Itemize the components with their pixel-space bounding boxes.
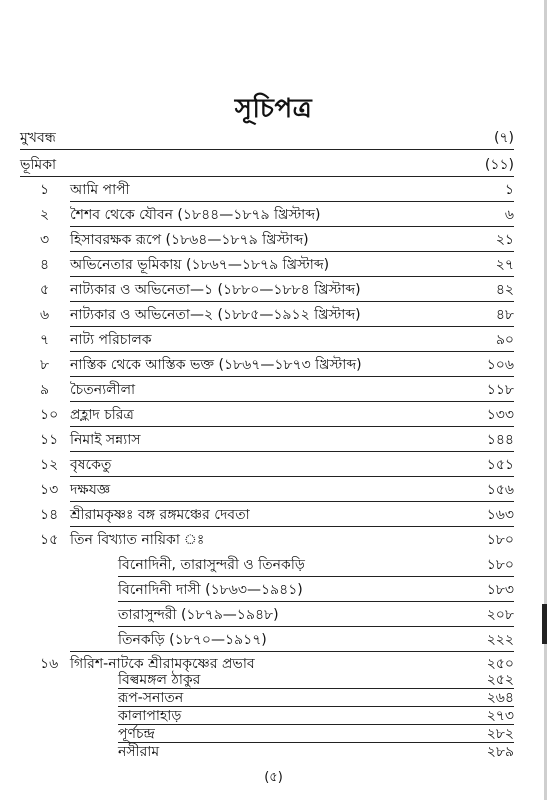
toc-entry-page: ২০৮	[486, 607, 514, 623]
toc-entry-label: চৈতন্যলীলা	[70, 382, 136, 398]
page-number: (৫)	[264, 770, 283, 785]
toc-row	[0, 153, 547, 177]
chapter-number: ১৬	[40, 656, 59, 672]
toc-entry-page: ১৮০	[486, 532, 514, 548]
toc-entry-label: নাস্তিক থেকে আস্তিক ভক্ত (১৮৬৭—১৮৭৩ খ্রিস্টাব্দ)	[70, 357, 362, 373]
toc-entry-page: ২৭	[495, 257, 514, 273]
toc-entry-page: ১৮৩	[486, 582, 514, 598]
toc-row	[0, 403, 547, 427]
separator	[70, 201, 514, 202]
toc-entry-page: (৭)	[493, 130, 514, 146]
toc-row	[0, 428, 547, 452]
chapter-number: ১	[40, 182, 50, 198]
toc-entry-page: ১	[504, 182, 514, 198]
toc-subrow	[0, 603, 547, 627]
toc-entry-label: আমি পাপী	[70, 182, 130, 198]
chapter-number: ৮	[40, 357, 50, 373]
chapter-number: ২	[40, 207, 50, 223]
separator	[70, 501, 514, 502]
toc-entry-page: ১৩৩	[486, 407, 514, 423]
toc-entry-label: বৃষকেতু	[70, 457, 112, 473]
chapter-number: ৯	[40, 382, 50, 398]
toc-entry-label: প্রহ্লাদ চরিত্র	[70, 407, 134, 423]
toc-entry-label: অভিনেতার ভূমিকায় (১৮৬৭—১৮৭৯ খ্রিস্টাব্দ)	[70, 257, 330, 273]
separator	[70, 526, 514, 527]
separator	[20, 149, 514, 150]
separator	[20, 176, 514, 177]
page-edge-mark	[542, 604, 547, 644]
toc-subentry-label: তিনকড়ি (১৮৭০—১৯১৭)	[118, 632, 267, 648]
toc-subentry-label: বিনোদিনী, তারাসুন্দরী ও তিনকড়ি	[118, 557, 305, 573]
toc-row	[0, 203, 547, 227]
toc-row	[0, 253, 547, 277]
toc-entry-page: ৪২	[495, 282, 514, 298]
separator	[70, 476, 514, 477]
page-title: সূচিপত্র	[234, 94, 313, 124]
toc-entry-label: দক্ষযজ্ঞ	[70, 482, 111, 498]
toc-entry-page: ১৫১	[486, 457, 514, 473]
toc-entry-label: গিরিশ-নাটকে শ্রীরামকৃষ্ণের প্রভাব	[70, 656, 255, 672]
toc-subrow	[0, 740, 547, 764]
chapter-number: ১৩	[40, 482, 59, 498]
toc-subentry-label: তারাসুন্দরী (১৮৭৯—১৯৪৮)	[118, 607, 279, 623]
chapter-number: ১৫	[40, 532, 59, 548]
chapter-number: ৪	[40, 257, 50, 273]
toc-subentry-label: কালাপাহাড়	[118, 708, 182, 724]
toc-entry-label: নিমাই সন্ন্যাস	[70, 432, 141, 448]
separator	[70, 276, 514, 277]
separator	[70, 376, 514, 377]
toc-row	[0, 528, 547, 552]
toc-entry-page: ১৫৬	[486, 482, 514, 498]
chapter-number: ৩	[40, 232, 50, 248]
toc-entry-page: ২৮৯	[486, 744, 514, 760]
chapter-number: ৬	[40, 307, 50, 323]
toc-subentry-label: বিল্বমঙ্গল ঠাকুর	[118, 672, 201, 688]
toc-subentry-label: রূপ-সনাতন	[118, 690, 184, 706]
toc-row	[0, 303, 547, 327]
separator	[70, 226, 514, 227]
toc-entry-label: ভূমিকা	[20, 157, 57, 173]
toc-row	[0, 126, 547, 150]
toc-entry-page: ১৮০	[486, 557, 514, 573]
toc-subentry-label: বিনোদিনী দাসী (১৮৬৩—১৯৪১)	[118, 582, 303, 598]
toc-entry-page: ৯০	[495, 332, 514, 348]
toc-row	[0, 278, 547, 302]
chapter-number: ১১	[40, 432, 59, 448]
toc-entry-page: ১০৬	[486, 357, 514, 373]
toc-subentry-label: পূর্ণচন্দ্র	[118, 726, 155, 742]
toc-entry-page: ৪৮	[495, 307, 514, 323]
chapter-number: ৭	[40, 332, 50, 348]
toc-row	[0, 503, 547, 527]
toc-entry-page: ২২২	[486, 632, 514, 648]
separator	[70, 426, 514, 427]
toc-subrow	[0, 553, 547, 577]
toc-row	[0, 478, 547, 502]
separator	[118, 626, 514, 627]
toc-entry-label: নাট্যকার ও অভিনেতা—২ (১৮৮৫—১৯১২ খ্রিস্টাব্দ)	[70, 307, 361, 323]
toc-row	[0, 328, 547, 352]
toc-entry-page: (১১)	[484, 157, 514, 173]
separator	[70, 401, 514, 402]
chapter-number: ১৪	[40, 507, 59, 523]
separator	[118, 576, 514, 577]
chapter-number: ১২	[40, 457, 59, 473]
toc-row	[0, 178, 547, 202]
toc-entry-label: শৈশব থেকে যৌবন (১৮৪৪—১৮৭৯ খ্রিস্টাব্দ)	[70, 207, 321, 223]
toc-entry-page: ১৬৩	[486, 507, 514, 523]
toc-entry-page: ১১৮	[486, 382, 514, 398]
separator	[70, 301, 514, 302]
toc-entry-page: ১৪৪	[486, 432, 514, 448]
toc-row	[0, 453, 547, 477]
separator	[70, 351, 514, 352]
toc-entry-label: হিসাবরক্ষক রূপে (১৮৬৪—১৮৭৯ খ্রিস্টাব্দ)	[70, 232, 309, 248]
toc-entry-label: নাট্যকার ও অভিনেতা—১ (১৮৮০—১৮৮৪ খ্রিস্টাব্দ)	[70, 282, 361, 298]
toc-entry-page: ২৬৪	[486, 690, 514, 706]
toc-entry-label: মুখবন্ধ	[20, 130, 56, 146]
toc-subrow	[0, 628, 547, 652]
toc-subrow	[0, 578, 547, 602]
toc-entry-label: তিন বিখ্যাত নায়িকা ঃ	[70, 532, 205, 548]
toc-entry-page: ২৫০	[486, 656, 514, 672]
toc-entry-page: ৬	[504, 207, 514, 223]
toc-entry-label: শ্রীরামকৃষ্ণঃ বঙ্গ রঙ্গমঞ্চের দেবতা	[70, 507, 250, 523]
chapter-number: ১০	[40, 407, 59, 423]
toc-row	[0, 353, 547, 377]
chapter-number: ৫	[40, 282, 50, 298]
toc-entry-page: ২৮২	[486, 726, 514, 742]
separator	[70, 326, 514, 327]
separator	[70, 251, 514, 252]
toc-row	[0, 378, 547, 402]
toc-subentry-label: নসীরাম	[118, 744, 160, 760]
toc-entry-page: ২১	[495, 232, 514, 248]
toc-entry-label: নাট্য পরিচালক	[70, 332, 152, 348]
separator	[70, 451, 514, 452]
toc-entry-page: ২৫২	[486, 672, 514, 688]
separator	[118, 601, 514, 602]
toc-entry-page: ২৭৩	[486, 708, 514, 724]
toc-row	[0, 228, 547, 252]
